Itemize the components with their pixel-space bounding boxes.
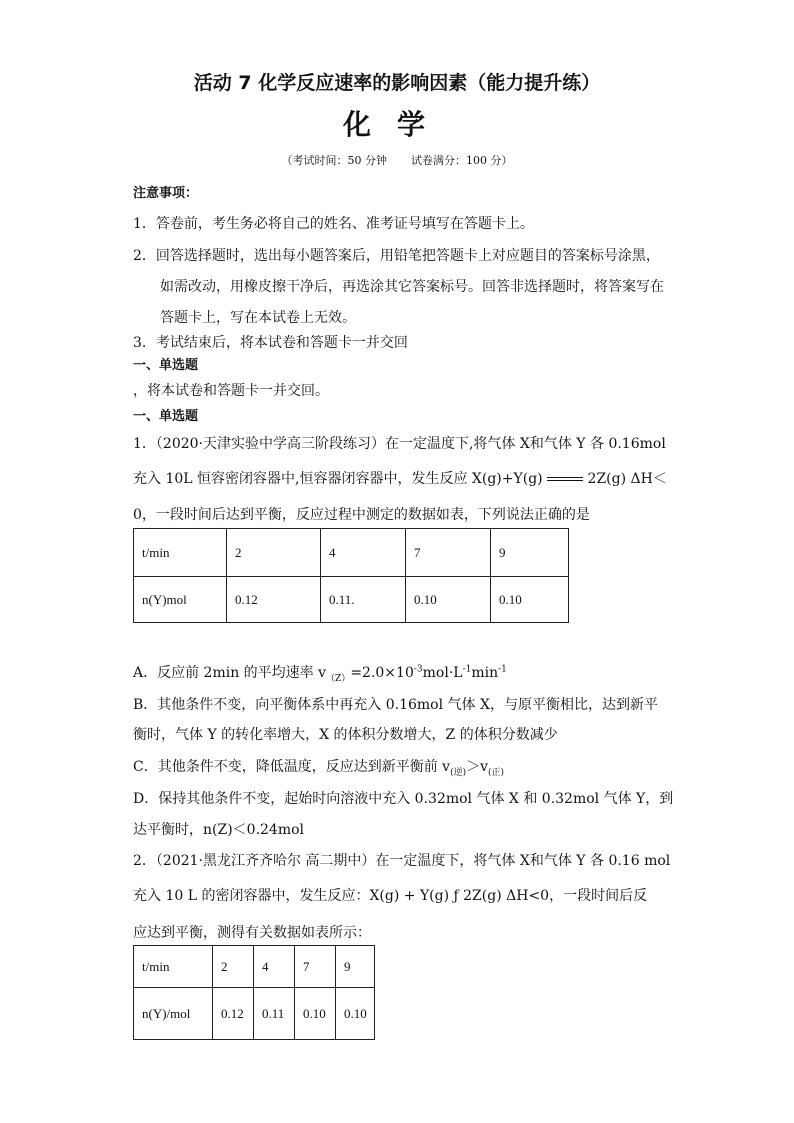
option-c-text-2: ＞v bbox=[466, 759, 489, 775]
table-cell: 7 bbox=[295, 946, 336, 988]
table-cell: n(Y)/mol bbox=[134, 988, 213, 1040]
table-cell: 0.11 bbox=[254, 988, 295, 1040]
table-row bbox=[134, 988, 375, 1040]
option-a-superscript: -3 bbox=[413, 664, 423, 675]
q1-stem-line-2-part-a: 充入 10L 恒容密闭容器中,恒容器闭容器中，发生反应 X(g)+Y(g) bbox=[133, 471, 543, 487]
page-title: 活动 7 化学反应速率的影响因素（能力提升练） bbox=[193, 72, 601, 94]
text-fragment: ，将本试卷和答题卡一并交回。 bbox=[133, 383, 329, 399]
q2-stem-line-1: 2．（2021·黑龙江齐齐哈尔 高二期中）在一定温度下，将气体 X和气体 Y 各 0.16 mol bbox=[133, 853, 671, 869]
table-cell: 0.12 bbox=[213, 988, 254, 1040]
table-cell: n(Y)mol bbox=[134, 577, 227, 623]
table-cell: 0.11. bbox=[321, 577, 406, 623]
table-cell: 0.10 bbox=[406, 577, 491, 623]
equilibrium-arrow-icon bbox=[547, 474, 583, 484]
table-cell: 0.12 bbox=[227, 577, 321, 623]
note-item-2-line-2: 如需改动，用橡皮擦干净后，再选涂其它答案标号。回答非选择题时，将答案写在 bbox=[160, 279, 664, 295]
q1-stem-line-3: 0，一段时间后达到平衡，反应过程中测定的数据如表，下列说法正确的是 bbox=[133, 507, 590, 523]
note-item-2-line-3: 答题卡上，写在本试卷上无效。 bbox=[160, 310, 356, 326]
table-cell: 2 bbox=[213, 946, 254, 988]
q1-option-b-line-2: 衡时，气体 Y 的转化率增大，X 的体积分数增大，Z 的体积分数减少 bbox=[133, 727, 558, 743]
table-cell: t/min bbox=[134, 529, 227, 577]
table-cell: 9 bbox=[336, 946, 375, 988]
exam-info bbox=[0, 152, 794, 168]
table-header-row bbox=[134, 946, 375, 988]
note-item-2-line-1: 2．回答选择题时，选出每小题答案后，用铅笔把答题卡上对应题目的答案标号涂黑， bbox=[133, 248, 660, 264]
table-cell: 0.10 bbox=[491, 577, 569, 623]
option-a-superscript: -1 bbox=[462, 664, 472, 675]
q1-data-table bbox=[133, 528, 569, 623]
q1-stem-line-2 bbox=[133, 468, 667, 488]
table-cell: 7 bbox=[406, 529, 491, 577]
option-c-subscript: (正) bbox=[488, 767, 505, 778]
option-c-text: C．其他条件不变，降低温度，反应达到新平衡前 v bbox=[133, 759, 451, 775]
option-a-subscript: （Z） bbox=[326, 673, 351, 684]
table-header-row bbox=[134, 529, 569, 577]
option-a-text-4: min bbox=[471, 665, 499, 681]
q1-stem-line-1: 1．（2020·天津实验中学高三阶段练习）在一定温度下,将气体 X和气体 Y 各 0.16mol bbox=[133, 436, 666, 452]
q2-data-table bbox=[133, 945, 375, 1040]
q2-stem-line-3: 应达到平衡，测得有关数据如表所示： bbox=[133, 925, 371, 941]
table-row bbox=[134, 577, 569, 623]
table-cell: 4 bbox=[254, 946, 295, 988]
table-cell: 2 bbox=[227, 529, 321, 577]
note-item-1: 1．答卷前，考生务必将自己的姓名、准考证号填写在答题卡上。 bbox=[133, 216, 534, 232]
exam-time: （考试时间：50 分钟 bbox=[281, 154, 387, 167]
subject-heading: 化学 bbox=[342, 108, 451, 141]
table-cell: t/min bbox=[134, 946, 213, 988]
option-a-superscript: -1 bbox=[498, 664, 507, 675]
full-score: 试卷满分：100 分） bbox=[411, 154, 513, 167]
table-cell: 9 bbox=[491, 529, 569, 577]
table-cell: 0.10 bbox=[295, 988, 336, 1040]
section-heading-a: 一、单选题 bbox=[133, 358, 199, 373]
notes-heading: 注意事项： bbox=[133, 186, 199, 201]
q1-option-d-line-1: D．保持其他条件不变，起始时向溶液中充入 0.32mol 气体 X 和 0.32mol 气体 Y，到 bbox=[133, 791, 674, 807]
option-a-text: A．反应前 2min 的平均速率 v bbox=[133, 665, 327, 681]
q1-option-c bbox=[133, 756, 504, 778]
q2-stem-line-2: 充入 10 L 的密闭容器中，发生反应：X(g) + Y(g) ƒ 2Z(g) ΔH<0，一段时间后反 bbox=[133, 888, 648, 904]
table-cell: 4 bbox=[321, 529, 406, 577]
option-c-subscript: (逆) bbox=[450, 767, 467, 778]
q1-stem-line-2-part-b: 2Z(g) ΔH＜ bbox=[587, 471, 667, 487]
table-cell: 0.10 bbox=[336, 988, 375, 1040]
option-a-text-3: mol·L bbox=[422, 665, 463, 681]
q1-option-a bbox=[133, 662, 507, 684]
note-item-3: 3．考试结束后，将本试卷和答题卡一并交回 bbox=[133, 335, 408, 351]
q1-option-d-line-2: 达平衡时，n(Z)＜0.24mol bbox=[133, 822, 305, 838]
section-heading-b: 一、单选题 bbox=[133, 409, 199, 424]
q1-option-b-line-1: B．其他条件不变，向平衡体系中再充入 0.16mol 气体 X，与原平衡相比，达到新平 bbox=[133, 697, 658, 713]
option-a-text-2: =2.0×10 bbox=[350, 665, 414, 681]
